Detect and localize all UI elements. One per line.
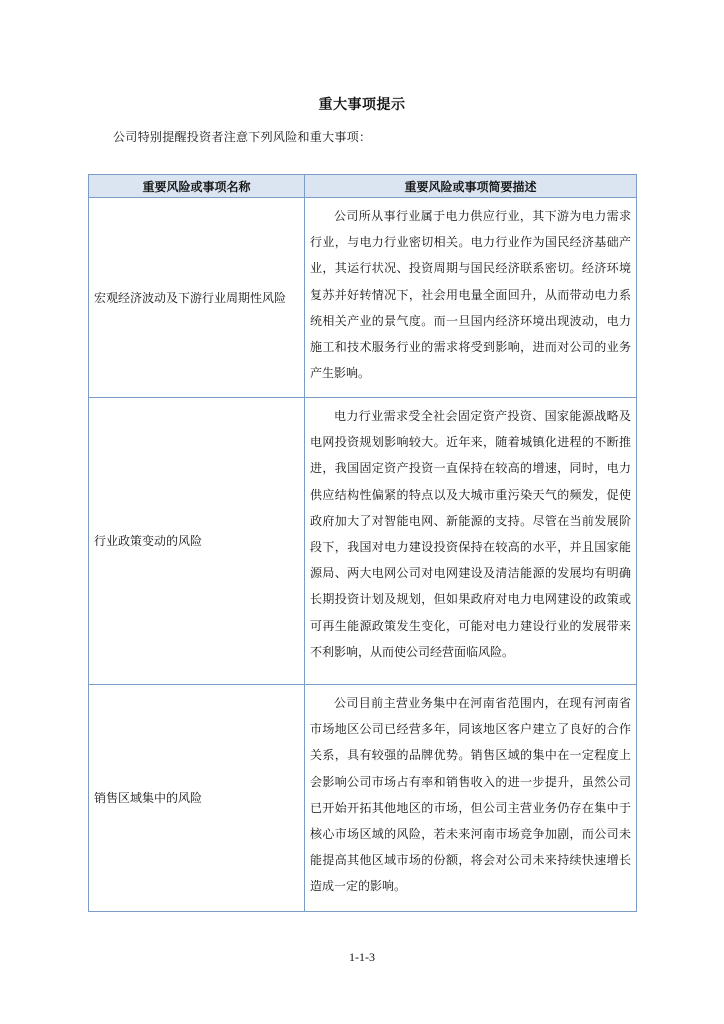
risk-name-cell: 销售区域集中的风险 <box>89 685 305 912</box>
risk-name-cell: 行业政策变动的风险 <box>89 398 305 685</box>
risk-description-text: 电力行业需求受全社会固定资产投资、国家能源战略及电网投资规划影响较大。近年来，随着城镇化进程的不断推进，我国固定资产投资一直保持在较高的增速，同时，电力供应结构性偏紧的特点以及大城市重污染天气的频发，促使政府加大了对智能电网、新能源的支持。尽管在当前发展阶段下，我国对电力建设投资保持在较高的水平，并且国家能源局、两大电网公司对电网建设及清洁能源的发展均有明确长期投资计划及规划，但如果政府对电力电网建设的政策或可再生能源政策发生变化，可能对电力建设行业的发展带来不利影响，从而使公司经营面临风险。 <box>310 409 631 659</box>
risk-description-cell <box>305 398 637 685</box>
header-risk-description: 重要风险或事项简要描述 <box>305 175 637 198</box>
risk-name-cell: 宏观经济波动及下游行业周期性风险 <box>89 198 305 398</box>
page-number: 1-1-3 <box>349 950 375 964</box>
risk-description-cell <box>305 198 637 398</box>
page-title: 重大事项提示 <box>318 97 406 113</box>
risk-description-text: 公司目前主营业务集中在河南省范围内，在现有河南省市场地区公司已经营多年，同该地区客户建立了良好的合作关系，具有较强的品牌优势。销售区域的集中在一定程度上会影响公司市场占有率和销售收入的进一步提升，虽然公司已开始开拓其他地区的市场，但公司主营业务仍存在集中于核心市场区域的风险，若未来河南市场竞争加剧，而公司未能提高其他区域市场的份额，将会对公司未来持续快速增长造成一定的影响。 <box>310 696 631 894</box>
risk-description-text: 公司所从事行业属于电力供应行业，其下游为电力需求行业，与电力行业密切相关。电力行业作为国民经济基础产业，其运行状况、投资周期与国民经济联系密切。经济环境复苏并好转情况下，社会用电量全面回升，从而带动电力系统相关产业的景气度。而一旦国内经济环境出现波动，电力施工和技术服务行业的需求将受到影响，进而对公司的业务产生影响。 <box>310 209 631 381</box>
risk-table <box>88 174 637 912</box>
table-row <box>89 198 637 398</box>
table-header-row <box>89 175 637 198</box>
header-risk-name: 重要风险或事项名称 <box>89 175 305 198</box>
risk-description-cell <box>305 685 637 912</box>
table-row <box>89 398 637 685</box>
intro-text: 公司特别提醒投资者注意下列风险和重大事项： <box>113 130 372 144</box>
table-row <box>89 685 637 912</box>
